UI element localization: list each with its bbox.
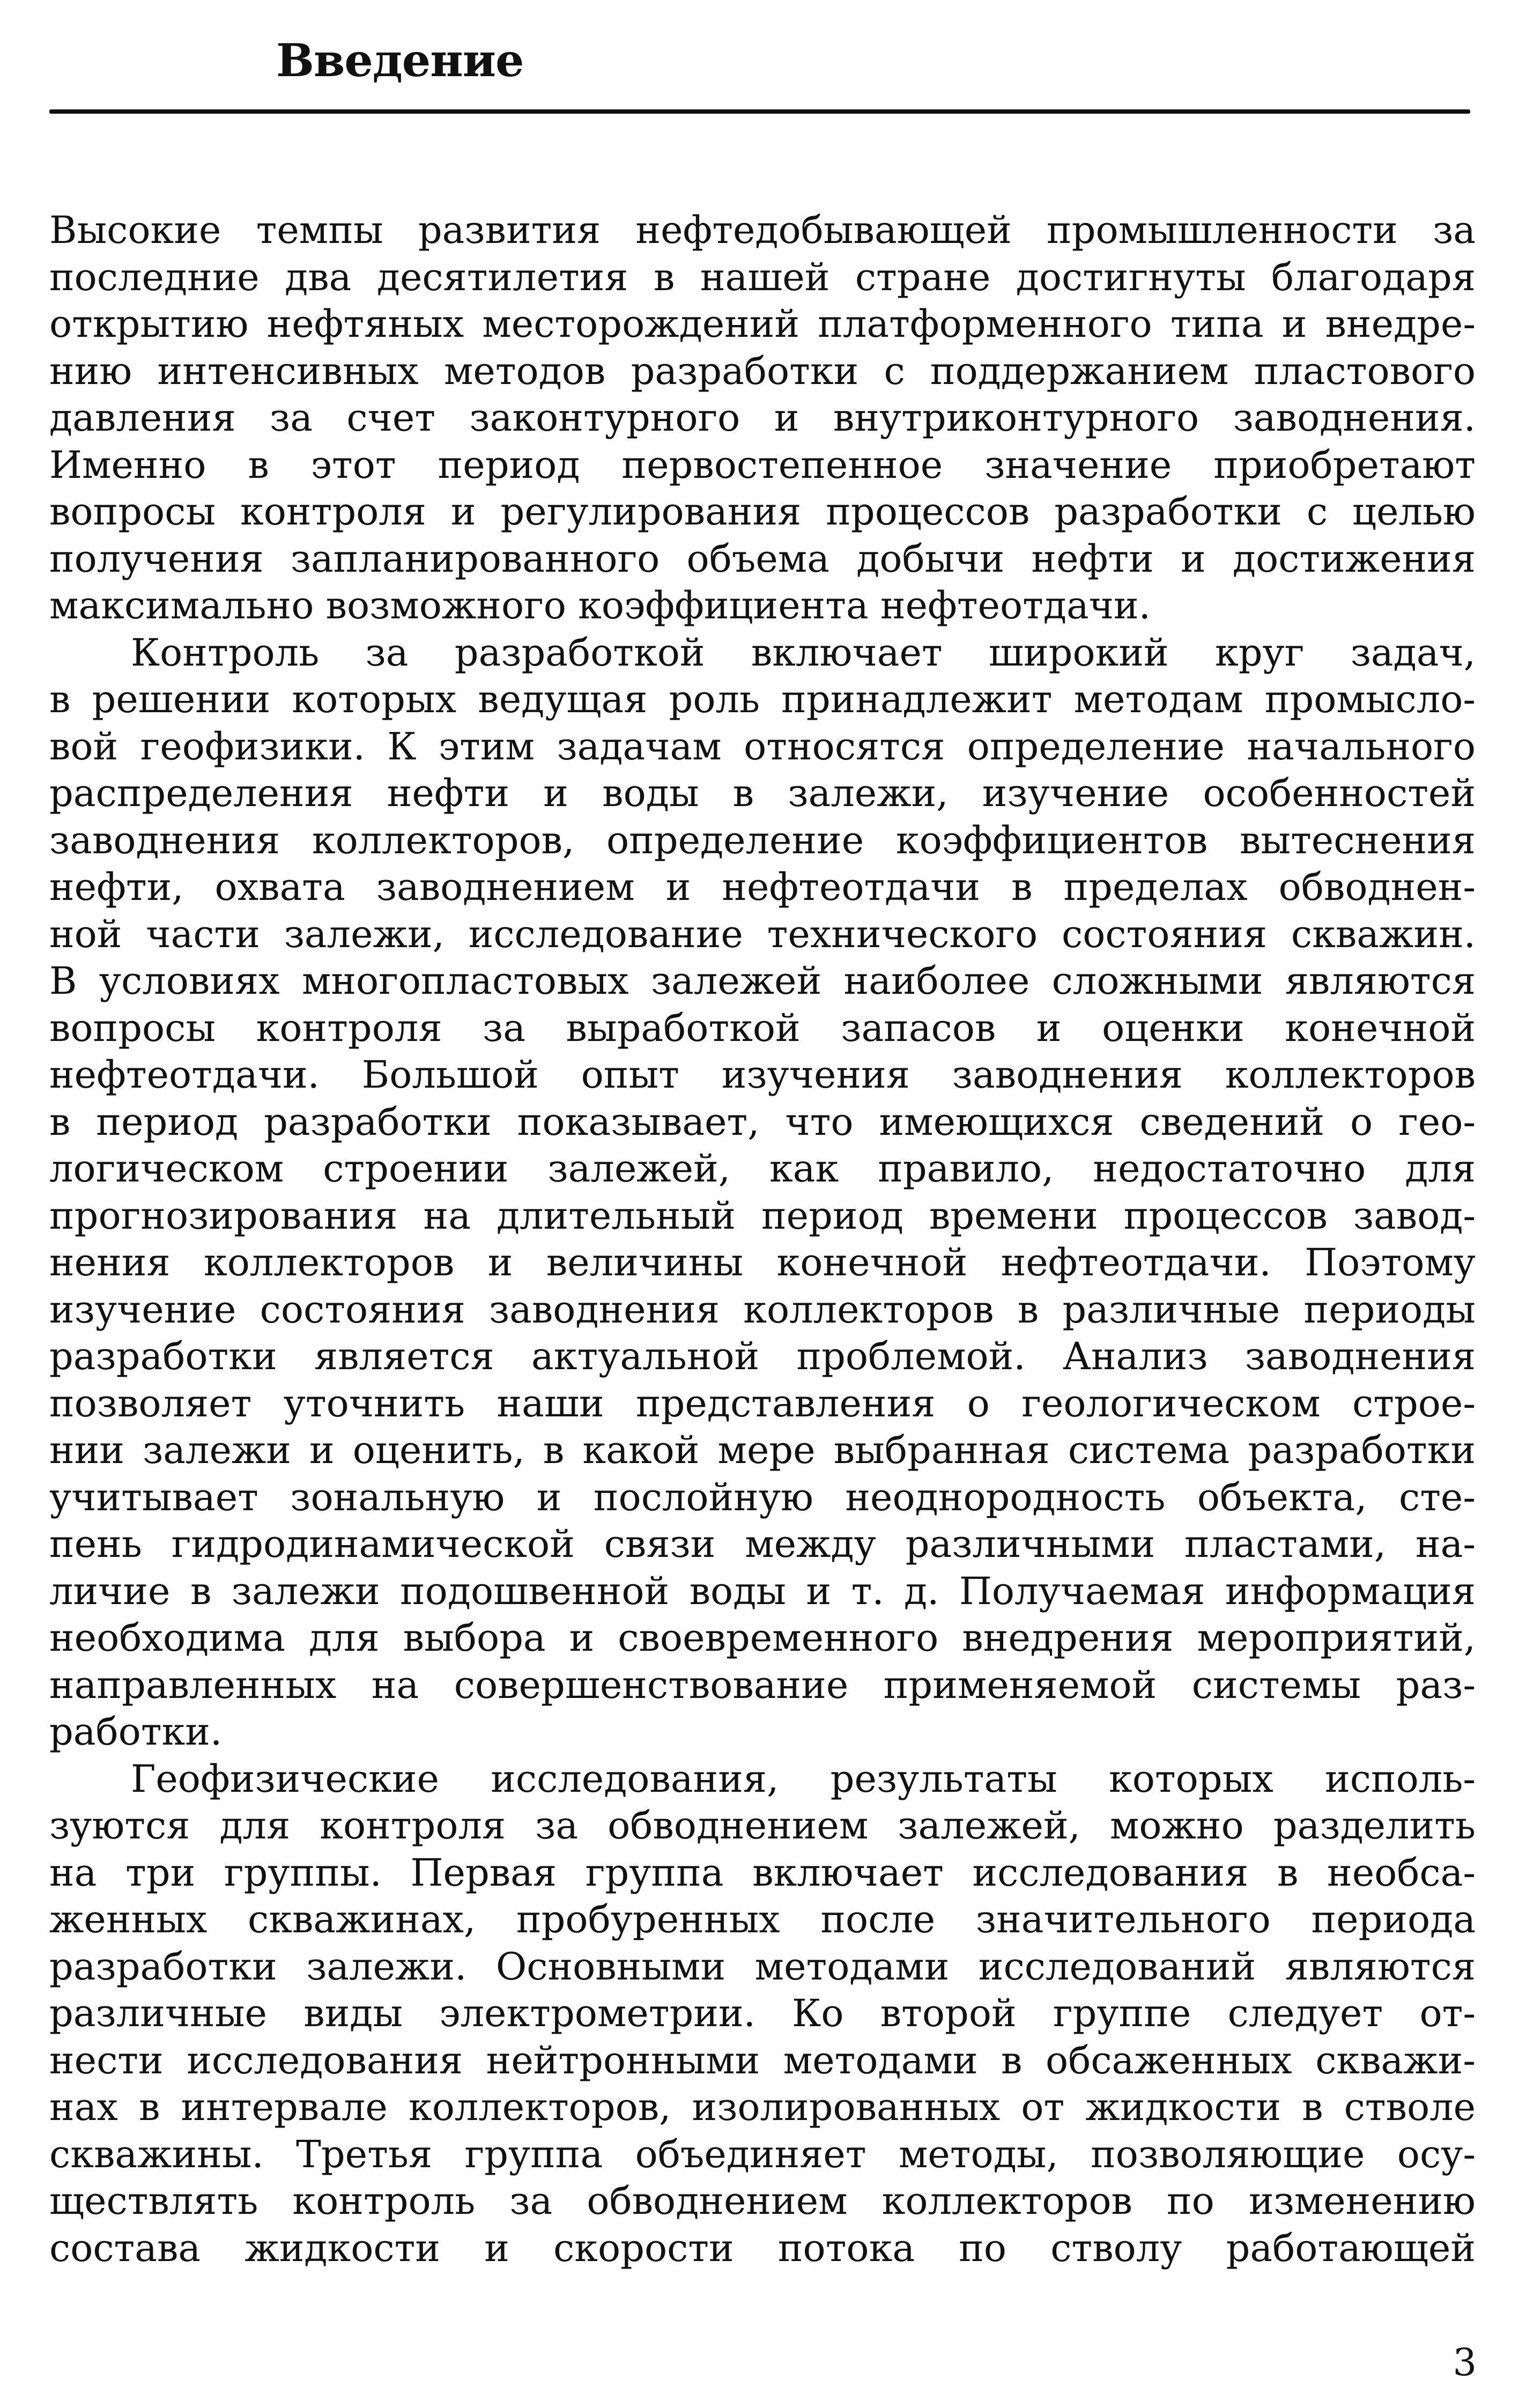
- text-line: получения запланированного объема добычи нефти и достижения: [49, 536, 1476, 581]
- text-line: нию интенсивных методов разработки с поддержанием пластового: [49, 349, 1476, 393]
- text-line: заводнения коллекторов, определение коэффициентов вытеснения: [49, 818, 1476, 862]
- text-line: последние два десятилетия в нашей стране достигнуты благодаря: [49, 255, 1476, 299]
- text-line: учитывает зональную и послойную неоднородность объекта, сте-: [49, 1475, 1476, 1519]
- paragraph: [49, 207, 1476, 630]
- text-line: Геофизические исследования, результаты которых исполь-: [131, 1756, 1476, 1801]
- body-text: [49, 207, 1476, 2272]
- text-line: различные виды электрометрии. Ко второй группе следует от-: [49, 1991, 1476, 2035]
- heading-rule: [49, 109, 1470, 114]
- text-line: давления за счет законтурного и внутриконтурного заводнения.: [49, 396, 1476, 440]
- text-line: нефти, охвата заводнением и нефтеотдачи в пределах обводнен-: [49, 865, 1476, 909]
- text-line: нах в интервале коллекторов, изолированных от жидкости в стволе: [49, 2085, 1476, 2129]
- text-line: вопросы контроля и регулирования процессов разработки с целью: [49, 490, 1476, 534]
- text-line: Высокие темпы развития нефтедобывающей промышленности за: [49, 208, 1476, 252]
- text-line: скважины. Третья группа объединяет методы, позволяющие осу-: [49, 2132, 1476, 2176]
- text-line: изучение состояния заводнения коллекторов в различные периоды: [49, 1287, 1476, 1332]
- text-line: нефтеотдачи. Большой опыт изучения заводнения коллекторов: [49, 1053, 1476, 1097]
- text-line: разработки залежи. Основными методами исследований являются: [49, 1944, 1476, 1989]
- text-line: открытию нефтяных месторождений платформенного типа и внедре-: [49, 302, 1476, 346]
- text-line: разработки является актуальной проблемой. Анализ заводнения: [49, 1334, 1476, 1378]
- text-line: распределения нефти и воды в залежи, изучение особенностей: [49, 771, 1476, 815]
- text-line: женных скважинах, пробуренных после значительного периода: [49, 1897, 1476, 1941]
- text-line: состава жидкости и скорости потока по стволу работающей: [49, 2226, 1476, 2270]
- text-line: Именно в этот период первостепенное значение приобретают: [49, 442, 1476, 487]
- text-line: ществлять контроль за обводнением коллекторов по изменению: [49, 2179, 1476, 2223]
- text-line: Контроль за разработкой включает широкий круг задач,: [131, 630, 1476, 675]
- text-line: зуются для контроля за обводнением залежей, можно разделить: [49, 1804, 1476, 1848]
- text-line: работки.: [49, 1710, 223, 1754]
- text-line: позволяет уточнить наши представления о геологическом строе-: [49, 1381, 1476, 1425]
- text-line: необходима для выбора и своевременного внедрения мероприятий,: [49, 1616, 1476, 1660]
- text-line: логическом строении залежей, как правило, недостаточно для: [49, 1147, 1476, 1191]
- text-line: нии залежи и оценить, в какой мере выбранная система разработки: [49, 1428, 1476, 1472]
- text-line: в период разработки показывает, что имеющихся сведений о гео-: [49, 1099, 1476, 1144]
- text-line: в решении которых ведущая роль принадлежит методам промысло-: [49, 677, 1476, 721]
- text-line: вой геофизики. К этим задачам относятся определение начального: [49, 724, 1476, 769]
- text-line: вопросы контроля за выработкой запасов и оценки конечной: [49, 1006, 1476, 1050]
- section-heading: Введение: [276, 34, 524, 87]
- text-line: пень гидродинамической связи между различными пластами, на-: [49, 1522, 1476, 1566]
- text-line: В условиях многопластовых залежей наиболее сложными являются: [49, 959, 1476, 1003]
- paragraph: [49, 630, 1476, 1756]
- text-line: прогнозирования на длительный период времени процессов завод-: [49, 1193, 1476, 1238]
- text-line: нести исследования нейтронными методами в обсаженных скважи-: [49, 2038, 1476, 2082]
- paragraph: [49, 1756, 1476, 2272]
- text-line: максимально возможного коэффициента нефтеотдачи.: [49, 583, 1151, 627]
- text-line: на три группы. Первая группа включает исследования в необса-: [49, 1850, 1476, 1895]
- text-line: личие в залежи подошвенной воды и т. д. Получаемая информация: [49, 1569, 1476, 1613]
- text-line: направленных на совершенствование применяемой системы раз-: [49, 1663, 1476, 1707]
- text-line: нения коллекторов и величины конечной нефтеотдачи. Поэтому: [49, 1240, 1476, 1284]
- page-number: 3: [1453, 2340, 1477, 2384]
- text-line: ной части залежи, исследование технического состояния скважин.: [49, 912, 1476, 956]
